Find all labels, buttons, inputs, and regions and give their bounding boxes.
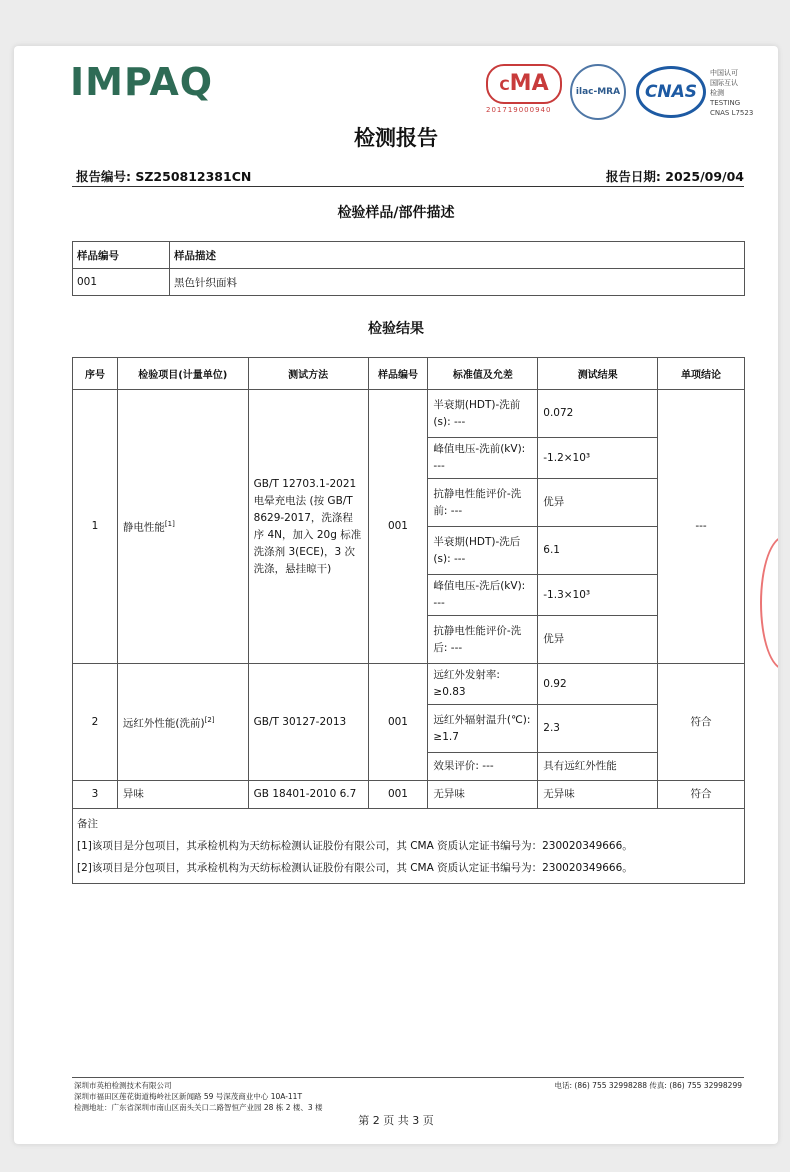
report-page: [14, 46, 778, 1144]
item-method: GB 18401-2010 6.7: [248, 781, 368, 809]
item-name: 异味: [117, 781, 248, 809]
table-row: [73, 269, 745, 296]
result-table: [72, 357, 745, 884]
note-1: [1]该项目是分包项目，其承检机构为天纺标检测认证股份有限公司，其 CMA 资质认定证书编号为：230020349666。: [77, 840, 633, 852]
sample-table: [72, 241, 745, 296]
standard-cell: 半衰期(HDT)-洗后(s): ---: [428, 527, 538, 575]
table-header-row: [73, 358, 745, 390]
footer-address1: 深圳市福田区莲花街道梅岭社区新闻路 59 号深茂商业中心 10A-11T: [74, 1092, 303, 1101]
result-cell: -1.2×10³: [538, 438, 658, 479]
header-divider: [72, 186, 744, 187]
standard-cell: 抗静电性能评价-洗后: ---: [428, 616, 538, 664]
cma-number: 201719000940: [486, 106, 552, 114]
item-name: 远红外性能(洗前)[2]: [117, 664, 248, 781]
col-method: 测试方法: [248, 358, 368, 390]
sample-desc-cell: 黑色针织面料: [170, 269, 745, 296]
standard-cell: 远红外发射率: ≥0.83: [428, 664, 538, 705]
col-standard: 标准值及允差: [428, 358, 538, 390]
result-cell: 0.92: [538, 664, 658, 705]
ilac-mra-logo: ilac-MRA: [570, 64, 626, 120]
result-cell: 2.3: [538, 705, 658, 753]
item-method: GB/T 30127-2013: [248, 664, 368, 781]
item-no: 2: [73, 664, 118, 781]
standard-cell: 远红外辐射温升(℃): ≥1.7: [428, 705, 538, 753]
item-sample: 001: [368, 664, 428, 781]
standard-cell: 峰值电压-洗前(kV): ---: [428, 438, 538, 479]
item-sample: 001: [368, 390, 428, 664]
col-no: 序号: [73, 358, 118, 390]
cnas-text: 中国认可 国际互认 检测 TESTING CNAS L7523: [710, 69, 754, 117]
notes-row: [73, 809, 745, 884]
col-sample: 样品编号: [368, 358, 428, 390]
result-cell: 无异味: [538, 781, 658, 809]
notes-label: 备注: [77, 818, 98, 830]
result-cell: 具有远红外性能: [538, 753, 658, 781]
item-conclusion: ---: [658, 390, 745, 664]
table-header-row: [73, 242, 745, 269]
footer-company: 深圳市英柏检测技术有限公司: [74, 1081, 172, 1090]
table-row: [73, 664, 745, 705]
note-2: [2]该项目是分包项目，其承检机构为天纺标检测认证股份有限公司，其 CMA 资质认定证书编号为：230020349666。: [77, 862, 633, 874]
footer-address2: 检测地址：广东省深圳市南山区南头关口二路智恒产业园 28 栋 2 楼、3 楼: [74, 1103, 323, 1112]
item-method: GB/T 12703.1-2021 电晕充电法 (按 GB/T 8629-2017，洗涤程序 4N，加入 20g 标准洗涤剂 3(ECE)，3 次洗涤，悬挂晾干): [248, 390, 368, 664]
item-conclusion: 符合: [658, 664, 745, 781]
col-sample-desc: 样品描述: [170, 242, 745, 269]
page-number: 第 2 页 共 3 页: [358, 1114, 434, 1127]
item-name: 静电性能[1]: [117, 390, 248, 664]
standard-cell: 抗静电性能评价-洗前: ---: [428, 479, 538, 527]
table-row: [73, 390, 745, 438]
standard-cell: 半衰期(HDT)-洗前(s): ---: [428, 390, 538, 438]
result-cell: -1.3×10³: [538, 575, 658, 616]
col-item: 检验项目(计量单位): [117, 358, 248, 390]
standard-cell: 峰值电压-洗后(kV): ---: [428, 575, 538, 616]
col-result: 测试结果: [538, 358, 658, 390]
result-cell: 6.1: [538, 527, 658, 575]
cma-mark: [486, 64, 566, 114]
company-logo: IMPAQ: [70, 60, 214, 104]
table-row: [73, 781, 745, 809]
notes-cell: [73, 809, 745, 884]
report-number: 报告编号: SZ250812381CN: [76, 169, 252, 184]
report-title: 检测报告: [354, 126, 438, 150]
footer-divider: [72, 1077, 744, 1078]
report-date: 报告日期: 2025/09/04: [605, 169, 744, 184]
item-conclusion: 符合: [658, 781, 745, 809]
col-conclusion: 单项结论: [658, 358, 745, 390]
result-cell: 0.072: [538, 390, 658, 438]
sample-section-title: 检验样品/部件描述: [337, 205, 455, 221]
result-section-title: 检验结果: [368, 321, 424, 337]
sample-no-cell: 001: [73, 269, 170, 296]
footer-contact: 电话: (86) 755 32998288 传真: (86) 755 32998299: [554, 1081, 742, 1090]
cnas-logo: CNAS: [636, 66, 706, 118]
result-cell: 优异: [538, 479, 658, 527]
footer-address: [74, 1080, 323, 1113]
item-sample: 001: [368, 781, 428, 809]
result-cell: 优异: [538, 616, 658, 664]
item-no: 1: [73, 390, 118, 664]
standard-cell: 无异味: [428, 781, 538, 809]
cma-logo: CMA: [486, 64, 562, 104]
standard-cell: 效果评价: ---: [428, 753, 538, 781]
col-sample-no: 样品编号: [73, 242, 170, 269]
item-no: 3: [73, 781, 118, 809]
red-seal-stamp: [760, 536, 778, 670]
